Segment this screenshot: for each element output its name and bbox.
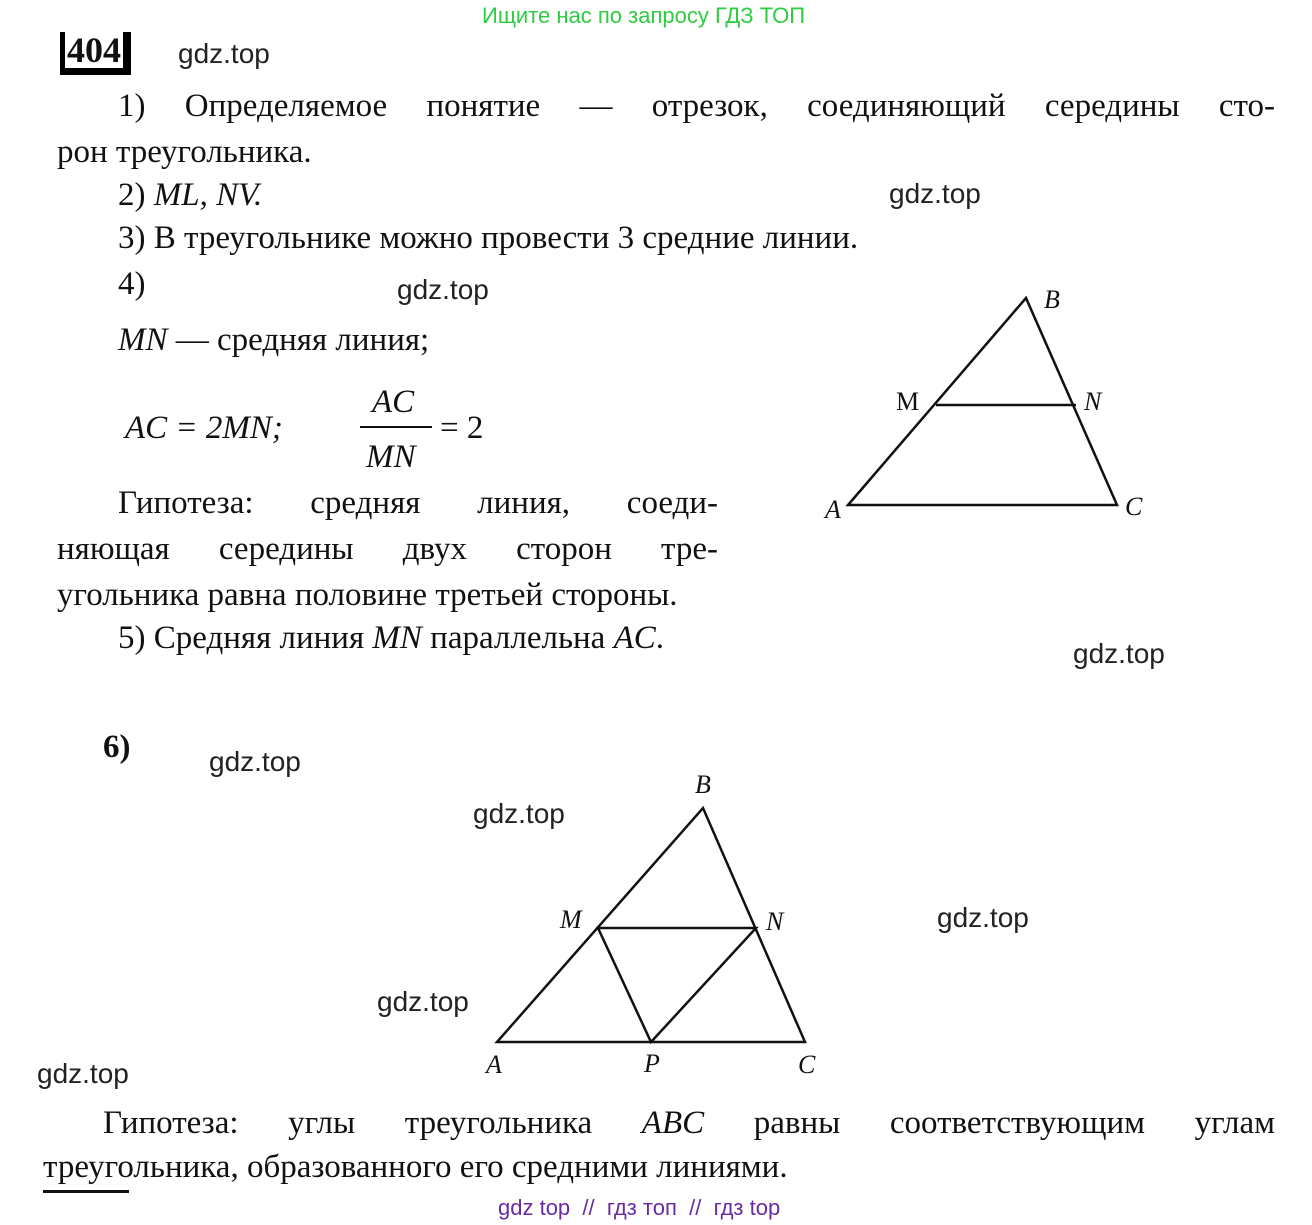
equation-ac-2mn: AC = 2MN;	[125, 410, 283, 446]
item-2-prefix: 2)	[118, 177, 154, 213]
mn-label: MN	[372, 620, 422, 656]
item-1-line-1: 1) Определяемое понятие — отрезок, соединяющий середины сто-	[118, 88, 1275, 124]
watermark: gdz.top	[937, 902, 1029, 933]
problem-number: 404	[60, 32, 131, 75]
mn-label: MN	[118, 322, 168, 358]
triangle-abc	[848, 298, 1117, 505]
midline-triangle-mnp	[598, 928, 756, 1042]
watermark: gdz.top	[397, 274, 489, 305]
label-m: M	[560, 905, 582, 934]
watermark: gdz.top	[178, 38, 270, 69]
fraction-numerator: AC	[372, 384, 415, 420]
label-a: A	[825, 495, 841, 524]
fraction-equals: = 2	[440, 410, 484, 446]
label-n: N	[766, 907, 784, 936]
ac-label: AC	[613, 620, 656, 656]
label-m: M	[896, 387, 920, 416]
watermark: gdz.top	[473, 798, 565, 829]
hypothesis-2-line-2: треугольника, образованного его средними линиями.	[43, 1149, 788, 1185]
hypothesis-2-line-1	[103, 1107, 1275, 1140]
label-b: B	[695, 770, 711, 799]
underline-mark	[43, 1190, 129, 1193]
fraction-denominator: MN	[366, 439, 416, 475]
watermark: gdz.top	[377, 986, 469, 1017]
hypothesis-2-text: равны соответствующим углам	[704, 1105, 1275, 1141]
hypothesis-1-line-2: няющая середины двух сторон тре-	[57, 531, 718, 567]
label-c: C	[1125, 492, 1143, 521]
item-5-end: .	[655, 620, 664, 656]
label-a: A	[486, 1050, 502, 1079]
triangle-abc-2	[497, 808, 805, 1042]
item-5-text: параллельна	[421, 620, 614, 656]
label-c: C	[798, 1050, 816, 1079]
item-5-text: 5) Средняя линия	[118, 620, 373, 656]
watermark: gdz.top	[37, 1058, 129, 1089]
search-banner: Ищите нас по запросу ГДЗ ТОП	[482, 3, 806, 28]
watermark: gdz.top	[209, 746, 301, 777]
item-6: 6)	[103, 729, 131, 765]
hypothesis-2-text: Гипотеза: углы треугольника	[103, 1105, 642, 1141]
item-3: 3) В треугольнике можно провести 3 средние линии.	[118, 220, 859, 256]
label-n: N	[1084, 387, 1102, 416]
hypothesis-1-line-1: Гипотеза: средняя линия, соеди-	[118, 485, 718, 521]
abc-label: ABC	[641, 1105, 705, 1141]
watermark: gdz.top	[889, 178, 981, 209]
item-4: 4)	[118, 266, 146, 302]
item-1-line-2: рон треугольника.	[57, 134, 312, 170]
item-2-value: ML, NV.	[153, 177, 263, 213]
label-b: B	[1044, 285, 1060, 314]
footer-watermark: gdz top // гдз топ // гдз top	[498, 1195, 781, 1220]
label-p: P	[644, 1049, 660, 1078]
watermark: gdz.top	[1073, 638, 1165, 669]
hypothesis-1-line-3: угольника равна половине третьей стороны.	[57, 577, 678, 613]
midline-text: — средняя линия;	[167, 322, 430, 358]
